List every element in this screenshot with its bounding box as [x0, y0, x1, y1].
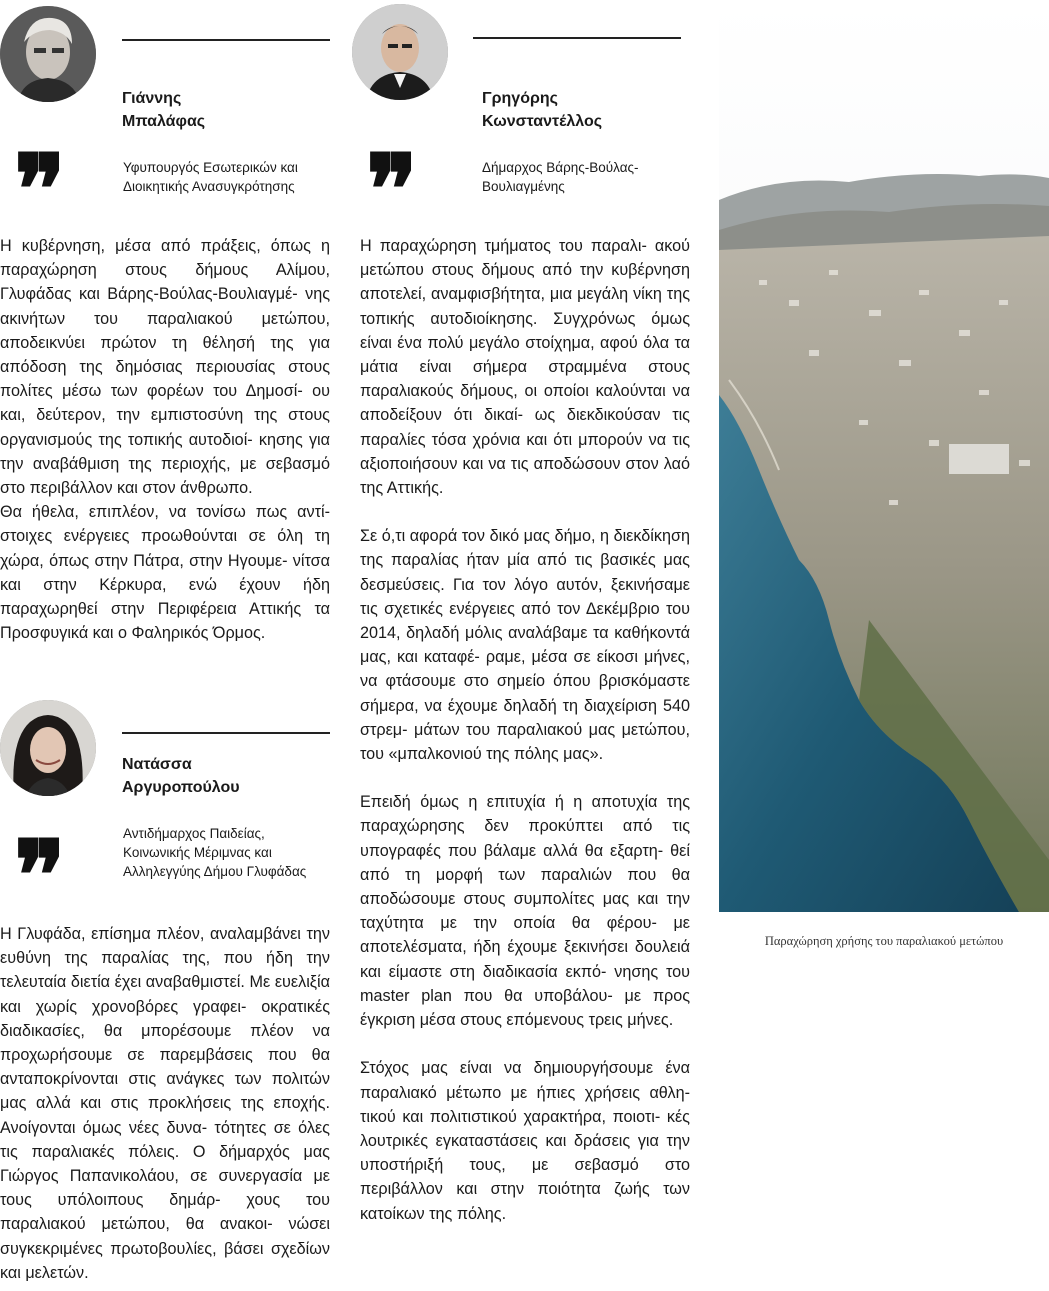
name-line: Αργυροπούλου: [122, 779, 240, 796]
avatar-giannis-balafas: [0, 6, 96, 102]
article-body-2: [360, 234, 690, 1226]
person-role: [123, 824, 306, 881]
divider-rule: [122, 39, 330, 41]
role-line: Διοικητικής Ανασυγκρότησης: [123, 179, 295, 194]
quote-mark-icon: ❞: [14, 819, 66, 932]
coastline-aerial-photo: [719, 0, 1049, 912]
paragraph: Επειδή όμως η επιτυχία ή η αποτυχία της παραχώρησης δεν προκύπτει από τις υπογραφές που βάλαμε αλλά θα εξαρτη- θεί από τη μορφή των παραλιών που θα αποδώσουμε στους συμπολίτες μας και την ταχύτητα με την οποία θα φέρου- με αποτελέσματα, ήδη έχουμε ξεκινήσει δουλειά και είμαστε στη διαδικασία εκπό- νησης του master plan που θα υποβάλου- με προς έγκριση μέσα στους επόμενους τρεις μήνες.: [360, 793, 690, 1030]
article-body-3: [0, 922, 330, 1285]
name-line: Γιάννης: [122, 90, 182, 107]
quote-mark-icon: ❞: [14, 133, 66, 246]
paragraph: Στόχος μας είναι να δημιουργήσουμε ένα παραλιακό μέτωπο με ήπιες χρήσεις αθλη- τικού και πολιτιστικού χαρακτήρα, ποιοτι- κές λουτρικές εγκαταστάσεις και δράσεις για την υποστήριξή τους, με σεβασμό στο περιβάλλον και στην ποιότητα ζωής των κατοίκων της πόλης.: [360, 1059, 690, 1223]
paragraph: Η παραχώρηση τμήματος του παραλι- ακού μετώπου στους δήμους από την κυβέρνηση αποτελεί, αναμφισβήτητα, μια μεγάλη νίκη της τοπικής αυτοδιοίκησης. Συγχρόνως όμως είναι ένα πολύ μεγάλο στοίχημα, αφού όλα τα μάτια είναι σήμερα στραμμένα στους παραλιακούς δήμους, οι οποίοι καλούνται να αποδείξουν ότι δικαί- ως διεκδικούσαν τις παραλίες τόσα χρόνια και ότι μπορούν να τις αξιοποιήσουν και να τις αποδώσουν στον λαό της Αττικής.: [360, 237, 690, 498]
divider-rule: [122, 732, 330, 734]
role-line: Κοινωνικής Μέριμνας και: [123, 845, 272, 860]
person-role: [482, 158, 639, 196]
paragraph: Η κυβέρνηση, μέσα από πράξεις, όπως η παραχώρηση στους δήμους Αλίμου, Γλυφάδας και Βάρης-Βούλας-Βουλιαγμέ- νης ακινήτων του παραλιακού μετώπου, αποδεικνύει πρώτον τη θέλησή της για απόδοση της δημόσιας περιουσίας στους πολίτες μέσω των φορέων του Δημοσί- ου και, δεύτερον, την εμπιστοσύνη της στους οργανισμούς της τοπικής αυτοδιοί- κησης για την αναβάθμιση της περιοχής, με σεβασμό στο περιβάλλον και στον άνθρωπο.: [0, 237, 330, 498]
photo-caption: Παραχώρηση χρήσης του παραλιακού μετώπου: [764, 934, 1004, 948]
paragraph: Σε ό,τι αφορά τον δικό μας δήμο, η διεκδίκηση της παραλίας ήταν μία από τις βασικές μας δεσμεύσεις. Για τον λόγο αυτόν, ξεκινήσαμε τις σχετικές ενέργειες από τον Δεκέμβριο του 2014, δηλαδή μόλις αναλάβαμε τα καθήκοντά μας, και καταφέ- ραμε, μέσα σε είκοσι μήνες, να φτάσουμε στο σημείο όπου βρισκόμαστε σήμερα, να έχουμε δηλαδή τη διαχείριση 540 στρεμ- μάτων του παραλιακού μας μετώπου, του «μπαλκονιού της πόλης μας».: [360, 527, 690, 764]
person-name: [482, 87, 602, 133]
person-name: [122, 87, 205, 133]
person-role: [123, 158, 298, 196]
name-line: Νατάσσα: [122, 756, 192, 773]
role-line: Δήμαρχος Βάρης-Βούλας-: [482, 160, 639, 175]
role-line: Βουλιαγμένης: [482, 179, 565, 194]
name-line: Γρηγόρης: [482, 90, 558, 107]
paragraph: Η Γλυφάδα, επίσημα πλέον, αναλαμβάνει την ευθύνη της παραλίας της, που ήδη την τελευταία διετία έχει αναβαθμιστεί. Με ευελιξία και χωρίς χρονοβόρες γραφει- οκρατικές διαδικασίες, θα μπορέσουμε πλέον να προχωρήσουμε σε παρεμβάσεις που θα ανταποκρίνονται στις ανάγκες των πολιτών μας αλλά και στις προκλήσεις της εποχής. Ανοίγονται όμως νέες δυνα- τότητες σε όλες τις παραλιακές πόλεις. Ο δήμαρχός μας Γιώργος Παπανικολάου, σε συνεργασία με τους υπόλοιπους δημάρ- χους του παραλιακού μετώπου, θα ανακοι- νώσει συγκεκριμένες πρωτοβουλίες, βάσει σχεδίων και μελετών.: [0, 925, 330, 1282]
name-line: Μπαλάφας: [122, 113, 206, 130]
article-body-1: [0, 234, 330, 645]
role-line: Αλληλεγγύης Δήμου Γλυφάδας: [123, 864, 307, 879]
person-name: [122, 753, 240, 799]
avatar-natassa-argyropoulou: [0, 700, 96, 796]
role-line: Αντιδήμαρχος Παιδείας,: [123, 826, 265, 841]
quote-mark-icon: ❞: [366, 133, 418, 246]
role-line: Υφυπουργός Εσωτερικών και: [123, 160, 298, 175]
name-line: Κωνσταντέλλος: [482, 113, 603, 130]
divider-rule: [473, 37, 681, 39]
paragraph: Θα ήθελα, επιπλέον, να τονίσω πως αντί- στοιχες ενέργειες προωθούνται σε όλη τη χώρα, όπως στην Πάτρα, στην Ηγουμε- νίτσα και στην Κέρκυρα, ενώ έχουν ήδη παραχωρηθεί στην Περιφέρεια Αττικής τα Προσφυγικά και ο Φαληρικός Όρμος.: [0, 503, 330, 643]
avatar-grigoris-konstantellos: [352, 4, 448, 100]
